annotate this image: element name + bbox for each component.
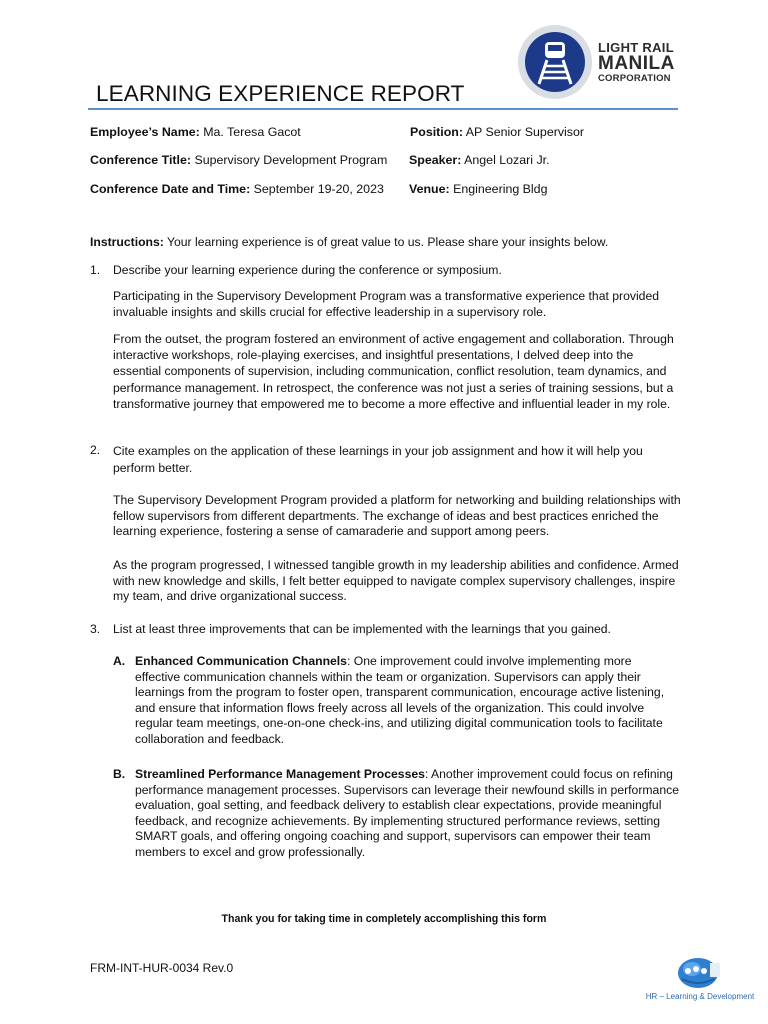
company-logo: [518, 23, 678, 101]
question-3-number: 3.: [90, 622, 101, 636]
conference-title-value: Supervisory Development Program: [194, 153, 388, 167]
answer-1-paragraph-2: From the outset, the program fostered an environment of active engagement and collaboration. Through interactive workshops, role-playing exercises, and insightful presentations, I delved deep into the essential components of supervision, including communication, conflict resolution, team dynamics, and performance management. In retrospect, the conference was not just a series of training sessions, but a transformative journey that empowered me to become a more effective and influential leader in my role.: [113, 332, 674, 411]
speaker-value: Angel Lozari Jr.: [464, 153, 550, 167]
position-field: [410, 124, 584, 140]
logo-wordmark: [598, 41, 675, 84]
employee-name-field: [90, 124, 301, 140]
position-label: Position:: [410, 125, 463, 139]
employee-name-label: Employee’s Name:: [90, 125, 200, 139]
answer-1-paragraph-1: Participating in the Supervisory Development Program was a transformative experience that provided invaluable insights and skills crucial for effective leadership in a supervisory role.: [113, 289, 659, 319]
question-2-number: 2.: [90, 443, 101, 457]
instructions: [90, 235, 690, 251]
improvement-a-text: : One improvement could involve implementing more effective communication channels within the team or organization. Supervisors can apply their learnings from the program to foster open, transparent communication, encourage active listening, and ensure that information flows freely across all levels of the organization. This could involve regular team meetings, one-on-one check-ins, and utilizing digital communication tools to facilitate collaboration and feedback.: [135, 654, 665, 746]
train-track-icon: [518, 25, 592, 99]
improvement-a-letter: A.: [113, 654, 126, 668]
speaker-field: [409, 152, 550, 168]
improvement-b-letter: B.: [113, 767, 126, 781]
title-divider: [88, 108, 678, 110]
improvement-b-title: Streamlined Performance Management Processes: [135, 767, 425, 781]
improvement-b: [135, 767, 680, 861]
conference-date-field: [90, 181, 384, 197]
answer-2-paragraph-2: As the program progressed, I witnessed tangible growth in my leadership abilities and confidence. Armed with new knowledge and skills, I felt better equipped to navigate complex supervisory challenges, inspire my team, and drive organizational success.: [113, 558, 679, 604]
question-2-text: Cite examples on the application of these learnings in your job assignment and how it will help you perform better.: [113, 444, 643, 475]
logo-line-3: CORPORATION: [598, 72, 671, 84]
page-title: LEARNING EXPERIENCE REPORT: [96, 81, 465, 106]
improvement-a: [135, 654, 680, 748]
instructions-text: Your learning experience is of great value to us. Please share your insights below.: [166, 235, 609, 249]
speaker-label: Speaker:: [409, 153, 462, 167]
hr-caption: HR – Learning & Development: [645, 992, 755, 1001]
venue-field: [409, 181, 547, 197]
conference-date-value: September 19-20, 2023: [253, 182, 384, 196]
instructions-label: Instructions:: [90, 235, 164, 249]
logo-line-1: LIGHT RAIL: [598, 39, 674, 55]
form-code: FRM-INT-HUR-0034 Rev.0: [90, 961, 234, 975]
conference-date-label: Conference Date and Time:: [90, 182, 251, 196]
improvement-a-title: Enhanced Communication Channels: [135, 654, 347, 668]
brain-people-icon: [640, 955, 760, 995]
position-value: AP Senior Supervisor: [465, 125, 584, 139]
question-1-text: Describe your learning experience during the conference or symposium.: [113, 263, 502, 277]
conference-title-field: [90, 152, 387, 168]
thank-you-note: Thank you for taking time in completely accomplishing this form: [221, 913, 547, 925]
venue-label: Venue:: [409, 182, 450, 196]
answer-2-paragraph-1: The Supervisory Development Program provided a platform for networking and building relationships with fellow supervisors from different departments. The exchange of ideas and best practices enriched the learning experience, fostering a sense of camaraderie and support among peers.: [113, 493, 681, 539]
employee-name-value: Ma. Teresa Gacot: [203, 125, 301, 139]
question-1-number: 1.: [90, 263, 101, 277]
question-3-text: List at least three improvements that can be implemented with the learnings that you gained.: [113, 622, 611, 636]
venue-value: Engineering Bldg: [453, 182, 548, 196]
conference-title-label: Conference Title:: [90, 153, 191, 167]
logo-line-2: MANILA: [598, 52, 675, 74]
improvement-b-text: : Another improvement could focus on refining performance management processes. Supervisors can leverage their newfound skills in performance evaluation, goal setting, and feedback delivery to establish clear expectations, provide meaningful feedback, and recognize achievements. By implementing structured performance reviews, setting SMART goals, and offering ongoing coaching and support, supervisors can empower their team members to excel and grow professionally.: [135, 767, 679, 859]
